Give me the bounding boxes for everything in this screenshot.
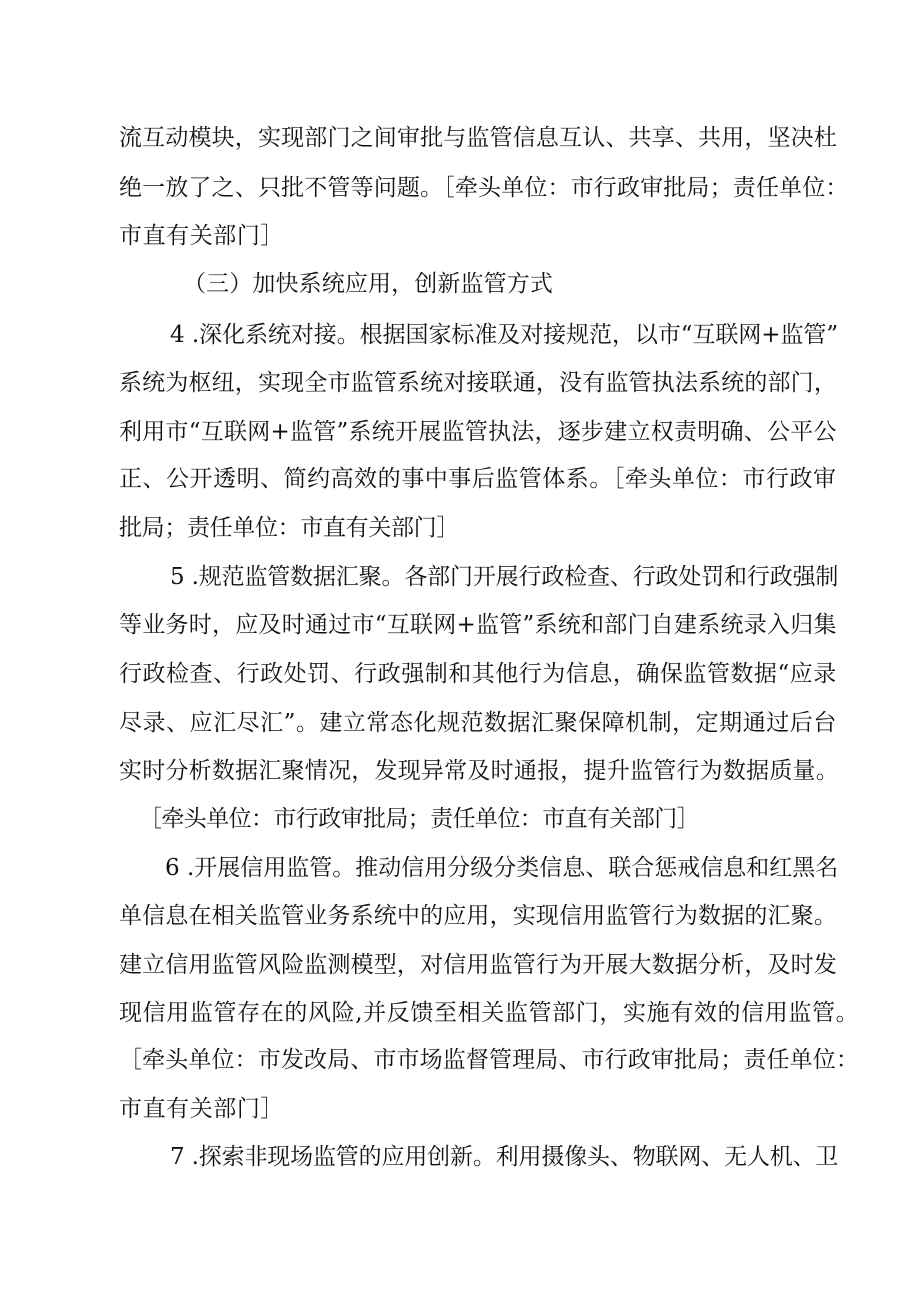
text-line-8: 正、公开透明、简约高效的事中事后监管体系。［牵头单位：市行政审 xyxy=(119,466,837,492)
text-line-17: 单信息在相关监管业务系统中的应用，实现信用监管行为数据的汇聚。 xyxy=(119,903,837,929)
text-line-5: 4 .深化系统对接。根据国家标准及对接规范，以市“互联网+监管” xyxy=(170,322,839,348)
text-line-20: ［牵头单位：市发改局、市市场监督管理局、市行政审批局；责任单位： xyxy=(119,1047,859,1073)
text-line-22: 7 .探索非现场监管的应用创新。利用摄像头、物联网、无人机、卫 xyxy=(170,1144,839,1170)
text-line-1: 流互动模块，实现部门之间审批与监管信息互认、共享、共用，坚决杜 xyxy=(119,125,837,151)
text-line-10: 5 .规范监管数据汇聚。各部门开展行政检查、行政处罚和行政强制 xyxy=(170,564,839,590)
text-line-12: 行政检查、行政处罚、行政强制和其他行为信息，确保监管数据“应录 xyxy=(119,661,837,687)
text-line-14: 实时分析数据汇聚情况，发现异常及时通报，提升监管行为数据质量。 xyxy=(119,758,839,784)
text-line-16: 6 .开展信用监管。推动信用分级分类信息、联合惩戒信息和红黑名 xyxy=(165,855,839,881)
text-line-13: 尽录、应汇尽汇”。建立常态化规范数据汇聚保障机制，定期通过后台 xyxy=(119,710,837,736)
text-line-18: 建立信用监管风险监测模型，对信用监管行为开展大数据分析，及时发 xyxy=(119,952,837,978)
text-line-9: 批局；责任单位：市直有关部门］ xyxy=(119,515,460,541)
text-line-21: 市直有关部门］ xyxy=(119,1096,284,1122)
section-heading: （三）加快系统应用，创新监管方式 xyxy=(183,271,553,297)
text-line-11: 等业务时，应及时通过市“互联网+监管”系统和部门自建系统录入归集 xyxy=(119,612,837,638)
text-line-2: 绝一放了之、只批不管等问题。［牵头单位：市行政审批局；责任单位： xyxy=(119,175,849,201)
text-line-19: 现信用监管存在的风险,并反馈至相关监管部门，实施有效的信用监管。 xyxy=(119,1000,860,1026)
text-line-3: 市直有关部门］ xyxy=(119,223,284,249)
text-line-6: 系统为枢纽，实现全市监管系统对接联通，没有监管执法系统的部门， xyxy=(119,370,837,396)
text-line-15: ［牵头单位：市行政审批局；责任单位：市直有关部门］ xyxy=(139,806,700,832)
text-line-7: 利用市“互联网+监管”系统开展监管执法，逐步建立权责明确、公平公 xyxy=(119,419,837,445)
